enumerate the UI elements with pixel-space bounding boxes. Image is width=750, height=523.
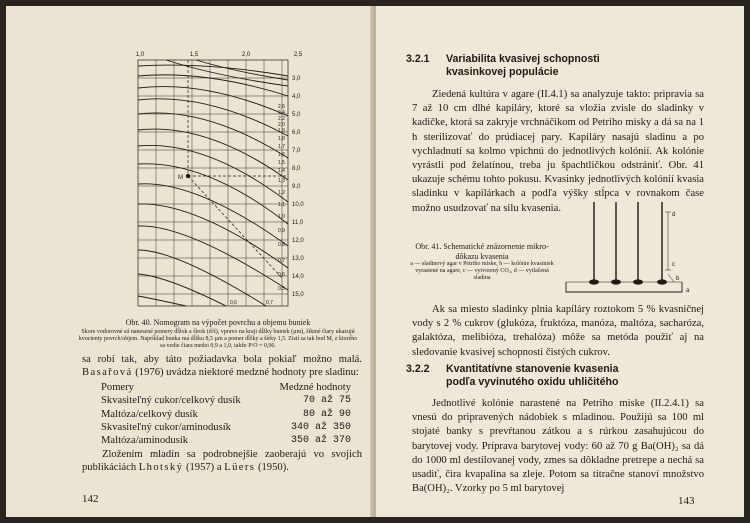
svg-text:1,2: 1,2 xyxy=(278,190,285,196)
svg-text:1,9: 1,9 xyxy=(278,128,285,134)
svg-text:13,0: 13,0 xyxy=(292,256,304,262)
svg-text:12,0: 12,0 xyxy=(292,238,304,244)
right-paragraph-1: Ziedená kultúra v agare (II.4.1) sa analyzuje takto: pripravia sa 7 až 10 cm dlhé kapiláry, ktoré sa vložia zvisle do sladinky v kadičke, ktorá sa zakryje vrchnáčikom od Petriho misky a dá sa na 1 h sterilizovať do prúdiacej pary. Kapiláry nasajú sladinu a po vychladnutí sa kolmo vpichnú do jednotlivých kolónií. Ak kolónie vyrástli pod želatínou, treba ju špachtličkou odstrániť. Obr. 41 ukazuje schému tohto pokusu. Kvasinky jednotlivých kolónií kvasia sladinku v kapilárkach a podľa výšky stĺpca v rovnakom čase možno usudzovať na silu kvasenia. xyxy=(412,89,704,214)
nomogram-curves xyxy=(138,60,288,306)
svg-text:1,4: 1,4 xyxy=(278,168,285,174)
figure-41-description: a — sladinový agar v Petriho miske, b — kolónie kvasiniek vyrastené na agare, c — vytvorený CO₂, d — vytlačená sladina xyxy=(410,261,554,281)
svg-text:1,5: 1,5 xyxy=(278,160,285,166)
right-paragraph-2: Ak sa miesto sladinky plnia kapiláry roztokom 5 % kvasničnej vody s 2 % cukrov (glukóza, fruktóza, manóza, maltóza, sacharóza, galaktóza, melibióza, trehalóza) môže sa metóda použiť aj na sledovanie kvasivej schopnosti čistých cukrov. xyxy=(412,304,704,358)
nomogram-grid xyxy=(138,60,288,306)
fig-letter-b: b xyxy=(676,276,680,282)
nomogram-point-m-label: M xyxy=(178,175,183,181)
yeast-colony xyxy=(657,279,667,284)
figure-41-caption xyxy=(406,242,558,282)
svg-text:2,0: 2,0 xyxy=(278,122,285,128)
yeast-colony xyxy=(611,279,621,284)
figure-40-description: Skore vodorovné sú nanesené pomery dĺžok a šírok (d/š), vpravo na kraji dĺžky buniek (µm), šikmé čiary ukazujú kvocienty povrch/objem. Napríklad bunka má dĺžku 8,5 µm a pomer dĺžky a šírky 1,5. Zistí sa tak bod M, z ktorého sa vedie čiara medzi 0,9 a 1,0, takže P/O = 0,96. xyxy=(78,329,358,349)
svg-text:10,0: 10,0 xyxy=(292,202,304,208)
svg-text:0,5: 0,5 xyxy=(278,286,285,292)
right-paragraph-3: Jednotlivé kolónie narastené na Petriho miske (II.2.4.1) sa vnesú do pripravených nádobiek s mladinou. Použijú sa 100 ml stojaté banky s prevŕtanou zátkou a s rúrkou zasahujúcou do barytovej vody. Príprava barytovej vody: 60 až 70 g Ba(OH)₂ sa dá do 1000 ml destilovanej vody, zmes sa dôkladne pretrepe a nechá sa usadiť, čira kvapalina sa zleje. Potom sa titračne stanoví množstvo Ba(OH)₂. Vzorky po 5 ml barytovej xyxy=(412,398,704,495)
nomogram-figure xyxy=(126,46,316,311)
svg-text:2,4: 2,4 xyxy=(278,110,285,116)
figure-40-caption xyxy=(78,318,358,350)
svg-text:1,7: 1,7 xyxy=(278,144,285,150)
table-row: Skvasiteľný cukor/celkový dusík 70 až 75 xyxy=(101,395,351,407)
table-row: Skvasiteľný cukor/aminodusík 340 až 350 xyxy=(101,421,351,433)
svg-text:0,7: 0,7 xyxy=(278,258,285,264)
svg-text:8,0: 8,0 xyxy=(292,166,301,172)
left-paragraph-1: sa robí tak, aby táto požiadavka bola pokiaľ možno malá. Basařová (1976) uvádza niektoré medzné hodnoty pre sladinu: xyxy=(82,354,362,379)
svg-text:2,5: 2,5 xyxy=(293,52,303,58)
nomogram-top-ticks xyxy=(136,52,303,58)
svg-text:1,3: 1,3 xyxy=(278,178,285,184)
svg-text:3,0: 3,0 xyxy=(292,76,301,82)
table-header: Pomery Medzné hodnoty xyxy=(101,382,351,393)
svg-text:0,8: 0,8 xyxy=(278,242,285,248)
fig-letter-c: c xyxy=(672,262,675,268)
svg-text:11,0: 11,0 xyxy=(292,220,304,226)
svg-text:1,5: 1,5 xyxy=(189,52,199,58)
svg-text:2,2: 2,2 xyxy=(278,116,285,122)
book-spread xyxy=(6,6,744,517)
svg-text:0,6: 0,6 xyxy=(230,300,237,306)
section-heading-3-2-1: 3.2.1 Variabilita kvasivej schopnosti kvasinkovej populácie xyxy=(406,53,600,78)
yeast-colony xyxy=(589,279,599,284)
svg-text:15,0: 15,0 xyxy=(292,292,304,298)
fig-letter-d: d xyxy=(672,212,676,218)
limit-values-table xyxy=(101,381,351,447)
svg-text:4,0: 4,0 xyxy=(292,94,301,100)
figure-41-diagram xyxy=(558,196,698,296)
section-heading-3-2-2: 3.2.2 Kvantitatívne stanovenie kvasenia podľa vyvinutého oxidu uhličitého xyxy=(406,363,619,388)
svg-text:1,8: 1,8 xyxy=(278,136,285,142)
yeast-colony xyxy=(633,279,643,284)
figure-40-title: Obr. 40. Nomogram na výpočet povrchu a objemu buniek xyxy=(125,318,311,327)
svg-text:1,0: 1,0 xyxy=(135,52,145,58)
figure-41-title: Obr. 41. Schematické znázornenie mikro-dôkazu kvasenia xyxy=(415,242,549,261)
svg-text:9,0: 9,0 xyxy=(292,184,301,190)
nomogram-point-m xyxy=(186,174,190,178)
left-paragraph-2: Zložením mladín sa podrobnejšie zaoberajú vo svojich publikáciách Lhotský (1957) a Lüers (1950). xyxy=(82,449,362,474)
svg-text:5,0: 5,0 xyxy=(292,112,301,118)
author-basarova: Basařová xyxy=(82,367,133,379)
svg-text:0,6: 0,6 xyxy=(278,272,285,278)
nomogram-bottom-labels xyxy=(230,300,273,306)
page-number-left: 142 xyxy=(82,493,99,505)
svg-text:2,6: 2,6 xyxy=(278,104,285,110)
svg-text:6,0: 6,0 xyxy=(292,130,301,136)
svg-text:0,9: 0,9 xyxy=(278,228,285,234)
svg-text:2,0: 2,0 xyxy=(241,52,251,58)
svg-text:7,0: 7,0 xyxy=(292,148,301,154)
table-row: Maltóza/celkový dusík 80 až 90 xyxy=(101,408,351,420)
svg-text:1,0: 1,0 xyxy=(278,214,285,220)
page-number-right: 143 xyxy=(678,495,695,507)
fig-letter-a: a xyxy=(686,288,690,294)
svg-text:1,1: 1,1 xyxy=(278,202,285,208)
svg-text:1,6: 1,6 xyxy=(278,152,285,158)
svg-text:0,7: 0,7 xyxy=(266,300,273,306)
table-row: Maltóza/aminodusík 350 až 370 xyxy=(101,435,351,447)
nomogram-inner-labels xyxy=(278,104,285,292)
nomogram-right-ticks xyxy=(292,76,304,298)
svg-text:14,0: 14,0 xyxy=(292,274,304,280)
nomogram-example-lines xyxy=(188,60,288,278)
